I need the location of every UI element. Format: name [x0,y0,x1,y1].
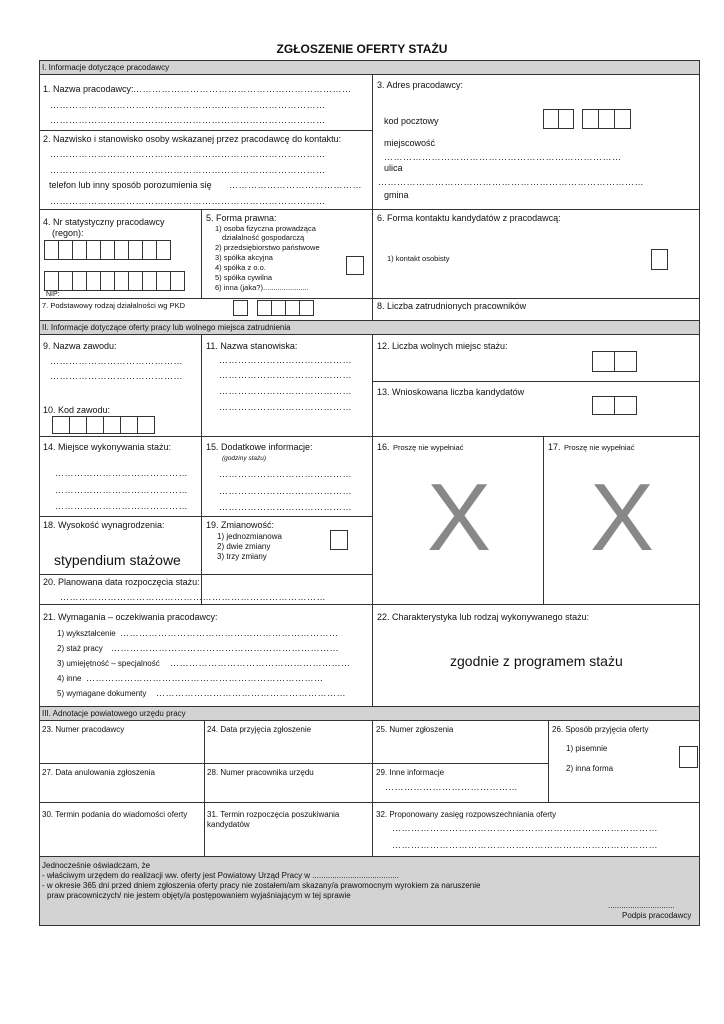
signature-label: Podpis pracodawcy [622,911,692,920]
legal-form-option-6: 6) inna (jaka?)...................... [215,283,309,292]
section-2-header: II. Informacje dotyczące oferty pracy lub wolnego miejsca zatrudnienia [42,323,291,332]
contact-form-option: 1) kontakt osobisty [387,254,450,263]
field-17-note: Proszę nie wypełniać [564,443,635,452]
publication-date-label: 30. Termin podania do wiadomości oferty [42,810,188,819]
shifts-checkbox[interactable] [330,530,348,550]
regon-sublabel: (regon): [52,228,84,238]
start-date-line[interactable]: ………………………………………………………………………… [60,592,326,602]
position-label: 11. Nazwa stanowiska: [206,341,298,351]
place-line-1[interactable]: …………………………………… [55,468,188,478]
employer-name-line-3[interactable]: …………………………………………………………………………… [50,115,326,125]
pkd-label: 7. Podstawowy rodzaj działalności wg PKD [42,301,185,310]
requirement-experience-line[interactable]: ……………………………………………………………… [111,643,339,653]
acceptance-method-checkbox[interactable] [679,746,698,768]
field-17-label: 17. [548,442,561,452]
signature-line[interactable]: .............................. [608,901,675,910]
employer-number-label: 23. Numer pracodawcy [42,725,125,734]
officer-number-label: 28. Numer pracownika urzędu [207,768,314,777]
city-line[interactable]: ………………………………………………………………… [384,152,622,162]
profession-code-cells[interactable] [52,416,154,434]
section-3-header: III. Adnotacje powiatowego urzędu pracy [42,709,186,718]
vacancies-label: 12. Liczba wolnych miejsc stażu: [377,341,508,351]
address-label: 3. Adres pracodawcy: [377,80,464,90]
legal-form-option-1b: działalność gospodarczą [222,233,305,242]
requirement-other-label: 4) inne [57,674,82,683]
employer-name-label: 1. Nazwa pracodawcy: [43,84,134,94]
start-date-label: 20. Planowana data rozpoczęcia stażu: [43,577,200,587]
contact-person-line-1[interactable]: …………………………………………………………………………… [50,149,326,159]
candidates-cells[interactable] [592,396,636,415]
phone-line-2[interactable]: …………………………………………………………………………… [50,196,326,206]
acceptance-method-label: 26. Sposób przyjęcia oferty [552,725,649,734]
postcode-cells-2[interactable] [582,109,630,129]
street-line[interactable]: ………………………………………………………………………… [378,177,644,187]
submission-number-label: 25. Numer zgłoszenia [376,725,454,734]
gmina-label: gmina [384,190,409,200]
candidates-label: 13. Wnioskowana liczba kandydatów [377,387,525,397]
profession-label: 9. Nazwa zawodu: [43,341,117,351]
section-1-header: I. Informacje dotyczące pracodawcy [42,63,170,72]
legal-form-option-3: 3) spółka akcyjna [215,253,273,262]
additional-info-line-3[interactable]: …………………………………… [219,502,352,512]
legal-form-checkbox[interactable] [346,256,364,275]
phone-line[interactable]: …………………………………… [229,180,362,190]
place-label: 14. Miejsce wykonywania stażu: [43,442,172,452]
city-label: miejscowość [384,138,436,148]
search-start-label-2: kandydatów [207,820,250,829]
phone-label: telefon lub inny sposób porozumienia się [49,180,212,190]
distribution-range-line-2[interactable]: ………………………………………………………………………… [392,840,658,850]
profession-line-1[interactable]: …………………………………… [50,356,183,366]
requirement-skills-line[interactable]: ………………………………………………… [170,658,351,668]
employer-name-line-2[interactable]: …………………………………………………………………………… [50,100,326,110]
additional-info-line-2[interactable]: …………………………………… [219,486,352,496]
position-line-3[interactable]: …………………………………… [219,386,352,396]
position-line-2[interactable]: …………………………………… [219,370,352,380]
internship-character-value: zgodnie z programem stażu [450,653,623,669]
requirement-documents-line[interactable]: …………………………………………………… [156,688,346,698]
salary-value: stypendium stażowe [54,552,181,568]
contact-person-line-2[interactable]: …………………………………………………………………………… [50,165,326,175]
additional-info-label: 15. Dodatkowe informacje: [206,442,313,452]
additional-info-line-1[interactable]: …………………………………… [219,469,352,479]
requirement-documents-label: 5) wymagane dokumenty [57,689,147,698]
shifts-label: 19. Zmianowość: [206,520,275,530]
other-info-label: 29. Inne informacje [376,768,445,777]
profession-code-label: 10. Kod zawodu: [43,405,111,415]
legal-form-option-1: 1) osoba fizyczna prowadząca [215,224,316,233]
nip-label: NIP: [46,291,60,297]
legal-form-label: 5. Forma prawna: [206,213,277,223]
employer-name-line-1[interactable]: …………………………………………………………… [133,84,352,94]
legal-form-option-5: 5) spółka cywilna [215,273,273,282]
street-label: ulica [384,163,403,173]
regon-cells[interactable] [44,240,170,260]
search-start-label: 31. Termin rozpoczęcia poszukiwania [207,810,340,819]
internship-character-label: 22. Charakterystyka lub rodzaj wykonywanego stażu: [377,612,590,622]
pkd-cells[interactable] [257,300,313,316]
acceptance-method-other: 2) inna forma [566,764,614,773]
requirements-label: 21. Wymagania – oczekiwania pracodawcy: [43,612,218,622]
shifts-option-3: 3) trzy zmiany [217,552,267,561]
legal-form-option-4: 4) spółka z o.o. [215,263,266,272]
requirement-education-label: 1) wykształcenie [57,629,116,638]
position-line-1[interactable]: …………………………………… [219,355,352,365]
field-16-note: Proszę nie wypełniać [393,443,464,452]
acceptance-method-written: 1) pisemnie [566,744,608,753]
position-line-4[interactable]: …………………………………… [219,402,352,412]
contact-person-label: 2. Nazwisko i stanowisko osoby wskazanej przez pracodawcę do kontaktu: [43,134,342,144]
requirement-other-line[interactable]: ………………………………………………………………… [86,673,324,683]
regon-label: 4. Nr statystyczny pracodawcy [43,217,165,227]
shifts-option-1: 1) jednozmianowa [217,532,282,541]
form-title: ZGŁOSZENIE OFERTY STAŻU [276,42,448,56]
other-info-line[interactable]: …………………………………… [385,782,518,792]
requirement-experience-label: 2) staż pracy [57,644,103,653]
contact-form-checkbox[interactable] [651,249,668,270]
declaration-line-1: - właściwym urzędem do realizacji ww. oferty jest Powiatowy Urząd Pracy w ....................................... [42,871,399,880]
nip-cells[interactable] [44,271,184,291]
additional-info-hint: (godziny stażu) [222,455,267,462]
postcode-label: kod pocztowy [384,116,439,126]
salary-label: 18. Wysokość wynagrodzenia: [43,520,165,530]
distribution-range-label: 32. Proponowany zasięg rozpowszechniania oferty [376,810,557,819]
declaration-line-2: - w okresie 365 dni przed dniem zgłoszenia oferty pracy nie zostałem/am skazany/a prawomocnym wyrokiem za naruszenie [42,881,481,890]
employees-count-label: 8. Liczba zatrudnionych pracowników [377,301,527,311]
place-line-2[interactable]: …………………………………… [55,485,188,495]
contact-form-label: 6. Forma kontaktu kandydatów z pracodawcą: [377,213,561,223]
cancellation-date-label: 27. Data anulowania zgłoszenia [42,768,155,777]
field-16-cross: X [427,464,492,571]
declaration-intro: Jednocześnie oświadczam, że [42,861,151,870]
declaration-line-3: praw pracowniczych/ nie jestem objęty/a postępowaniem wyjaśniającym w tej sprawie [47,891,351,900]
place-line-3[interactable]: …………………………………… [55,501,188,511]
distribution-range-line-1[interactable]: ………………………………………………………………………… [392,823,658,833]
postcode-cells-1[interactable] [543,109,573,129]
pkd-cell-letter[interactable] [233,300,248,316]
requirement-education-line[interactable]: …………………………………………………………… [120,628,339,638]
field-17-cross: X [590,464,655,571]
shifts-option-2: 2) dwie zmiany [217,542,271,551]
legal-form-option-2: 2) przedsiębiorstwo państwowe [215,243,320,252]
vacancies-cells[interactable] [592,351,636,372]
profession-line-2[interactable]: …………………………………… [50,371,183,381]
requirement-skills-label: 3) umiejętność – specjalność [57,659,160,668]
acceptance-date-label: 24. Data przyjęcia zgłoszenie [207,725,312,734]
field-16-label: 16. [377,442,390,452]
